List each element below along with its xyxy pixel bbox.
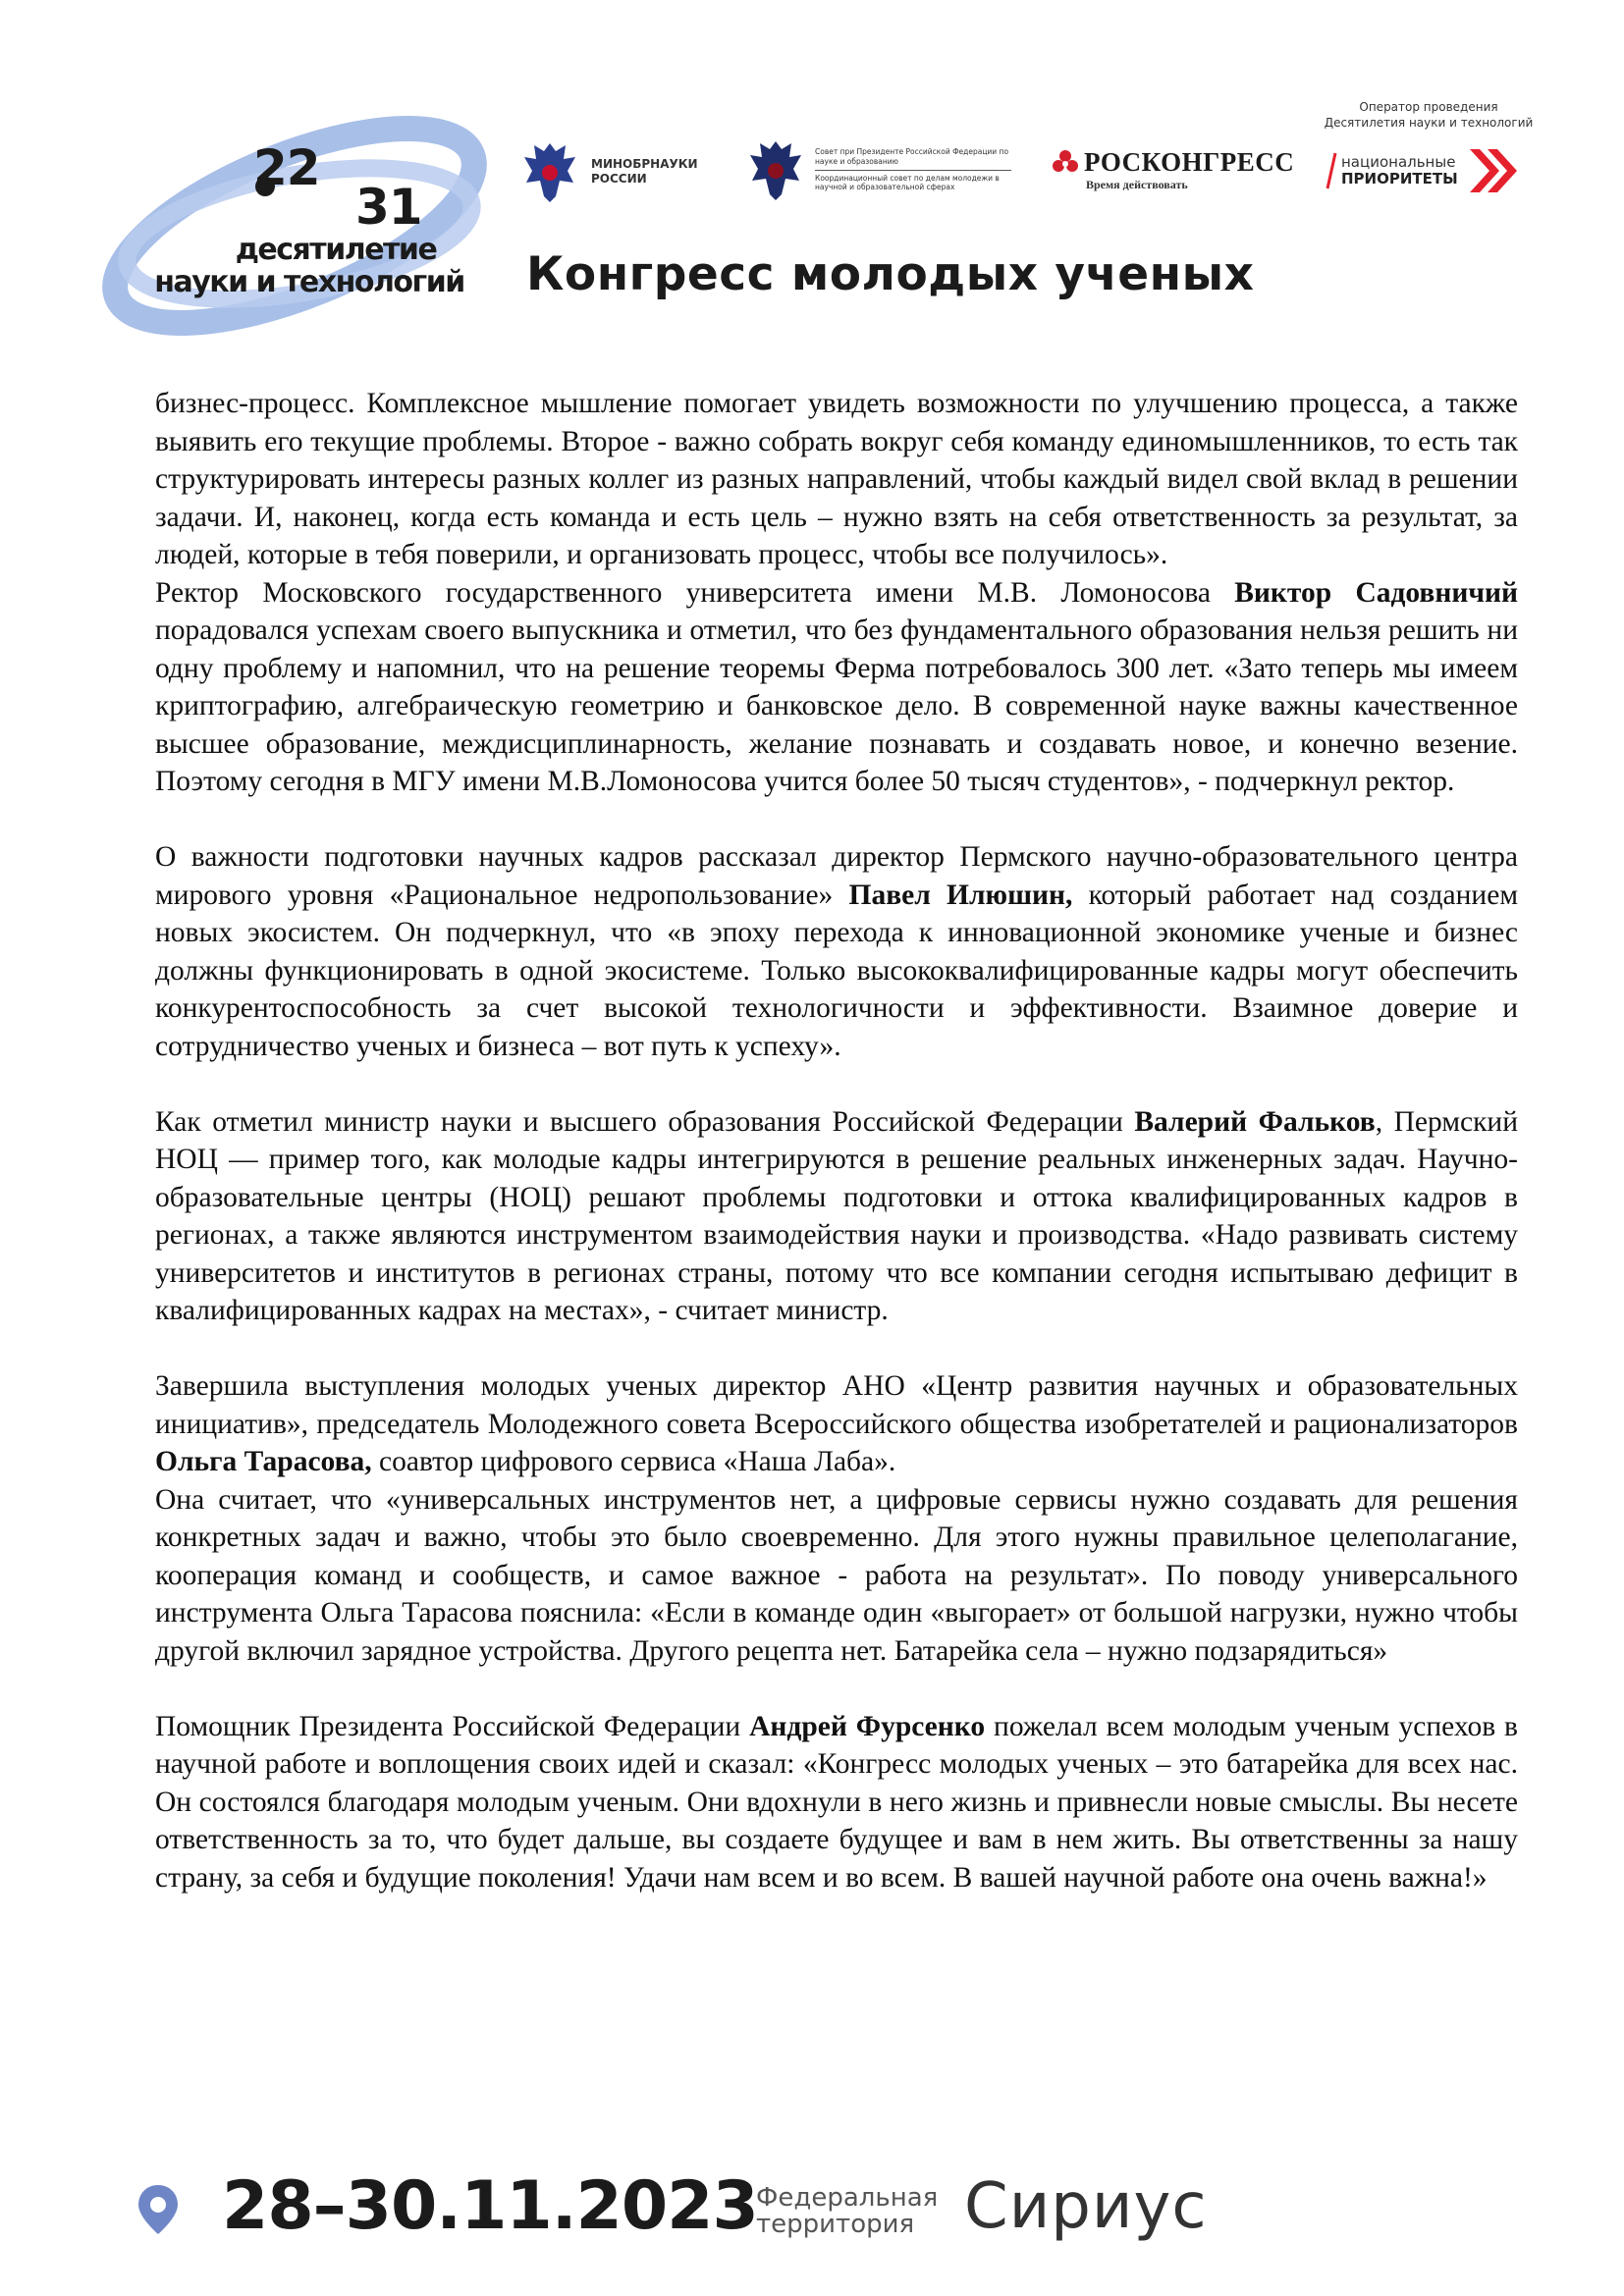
person-name-tarasova: Ольга Тарасова,	[155, 1446, 372, 1477]
orbit-rings-icon	[88, 86, 501, 371]
paragraph-3-text: О важности подготовки научных кадров рассказал директор Пермского научно-образовательного центра мирового уровня «Рациональное недропользование»	[155, 841, 1518, 911]
roscongress-logo	[1051, 147, 1294, 192]
operator-line-1: Оператор проведения	[1359, 100, 1498, 114]
location-pin-icon	[131, 2181, 186, 2236]
minobr-line-2: РОССИИ	[591, 172, 647, 186]
double-chevron-icon	[1466, 145, 1521, 196]
paragraph-4	[155, 1103, 1518, 1330]
person-name-fursenko: Андрей Фурсенко	[749, 1710, 986, 1742]
logo-text-decade: десятилетие	[235, 233, 437, 267]
roscongress-name: РОСКОНГРЕСС	[1084, 147, 1295, 177]
paragraph-4-text-cont: , Пермский НОЦ — пример того, как молодые кадры интегрируются в решение реальных инженерных задач. Научно-образовательные центры (НОЦ) решают проблемы подготовки и оттока квалифицированных кадров в регионах, а также являются инструментом взаимодействия науки и производства. «Надо развивать систему университетов и институтов в регионах страны, потому что все компании сегодня испытываю дефицит в квалифицированных кадрах на местах», - считает министр.	[155, 1105, 1518, 1326]
decade-of-science-logo	[88, 86, 501, 371]
paragraph-2-text-cont: порадовался успехам своего выпускника и отметил, что без фундаментального образования нельзя решить ни одну проблему и напомнил, что на решение теоремы Ферма потребовалось 300 лет. «Зато теперь мы имеем криптографию, алгебраическую геометрию и банковское дело. В современной науке важны качественное высшее образование, междисциплинарность, желание познавать и создавать новое, и конечно везение. Поэтому сегодня в МГУ имени М.В.Ломоносова учится более 50 тысяч студентов», - подчеркнул ректор.	[155, 614, 1518, 797]
national-priorities-logo	[1326, 145, 1521, 196]
minobr-line-1: МИНОБРНАУКИ	[591, 157, 698, 171]
paragraph-7	[155, 1708, 1518, 1897]
roscongress-slogan: Время действовать	[1086, 178, 1188, 191]
natproj-line-1: национальные	[1341, 152, 1456, 171]
logo-number-31: 31	[355, 179, 422, 236]
federal-territory-line-1: Федеральная	[756, 2183, 939, 2213]
paragraph-4-text: Как отметил министр науки и высшего образования Российской Федерации	[155, 1105, 1135, 1138]
person-name-ilyushin: Павел Илюшин,	[848, 879, 1073, 911]
page-header	[0, 0, 1624, 373]
congress-title: Конгресс молодых ученых	[526, 247, 1255, 301]
paragraph-6: Она считает, что «универсальных инструментов нет, а цифровые сервисы нужно создавать для решения конкретных задач и важно, чтобы это было своевременно. Для этого нужны правильное целеполагание, кооперация команд и сообществ, и самое важное - работа на результат». По поводу универсального инструмента Ольга Тарасова пояснила: «Если в команде один «выгорает» от большой нагрузки, нужно чтобы другой включил зарядное устройства. Другого рецепта нет. Батарейка села – нужно подзарядиться»	[155, 1483, 1518, 1667]
logo-number-22: 22	[253, 139, 320, 196]
federal-territory-line-2: территория	[756, 2210, 915, 2240]
natproj-line-2: ПРИОРИТЕТЫ	[1341, 170, 1458, 187]
paragraph-2-text: Ректор Московского государственного университета имени М.В. Ломоносова	[155, 576, 1235, 609]
paragraph-5-text: Завершила выступления молодых ученых директор АНО «Центр развития научных и образовательных инициатив», председатель Молодежного совета Всероссийского общества изобретателей и рационализаторов	[155, 1370, 1518, 1440]
operator-caption	[1306, 100, 1551, 131]
paragraph-7-text-cont: пожелал всем молодым ученым успехов в научной работе и воплощения своих идей и сказал: «Конгресс молодых ученых – это батарейка для всех нас. Он состоялся благодаря молодым ученым. Они вдохнули в него жизнь и привнесли новые смыслы. Вы несете ответственность за то, что будет дальше, вы создаете будущее и вам в нем жить. Вы ответственны за нашу страну, за себя и будущие поколения! Удачи нам всем и во всем. В вашей научной работе она очень важна!»	[155, 1710, 1518, 1894]
paragraph-2	[155, 574, 1518, 801]
federal-territory-label	[756, 2185, 938, 2239]
council-subtitle: Координационный совет по делам молодежи в научной и образовательной сферах	[815, 173, 1000, 192]
paragraph-7-text: Помощник Президента Российской Федерации	[155, 1710, 750, 1742]
council-title: Совет при Президенте Российской Федерации по науке и образованию	[815, 147, 1009, 166]
paragraph-3	[155, 838, 1518, 1065]
paragraph-1: бизнес-процесс. Комплексное мышление помогает увидеть возможности по улучшению процесса, а также выявить его текущие проблемы. Второе - важно собрать вокруг себя команду единомышленников, то есть так структурировать интересы разных коллег из разных направлений, чтобы каждый видел свой вклад в решении задачи. И, наконец, когда есть команда и есть цель – нужно взять на себя ответственность за результат, за людей, которые в тебя поверили, и организовать процесс, чтобы все получилось».	[155, 388, 1518, 570]
presidential-council-logo	[746, 137, 1011, 202]
paragraph-5	[155, 1367, 1518, 1481]
logo-text-science: науки и технологий	[154, 265, 464, 299]
eagle-emblem-icon	[746, 137, 805, 202]
red-bar-icon	[1326, 151, 1337, 190]
event-place: Сириус	[964, 2170, 1208, 2243]
minobrnauki-logo	[520, 139, 698, 204]
eagle-emblem-icon	[520, 139, 579, 204]
operator-line-2: Десятилетия науки и технологий	[1324, 115, 1534, 130]
page-footer	[0, 2160, 1624, 2258]
roscongress-flower-icon	[1051, 148, 1080, 178]
paragraph-5-text-cont: соавтор цифрового сервиса «Наша Лаба».	[371, 1446, 896, 1477]
event-dates: 28–30.11.2023	[222, 2167, 758, 2245]
article-body	[155, 385, 1518, 1896]
paragraph-3-text-cont: который работает над созданием новых экосистем. Он подчеркнул, что «в эпоху перехода к инновационной экономике ученые и бизнес должны функционировать в одной экосистеме. Только высококвалифицированные кадры могут обеспечить конкурентоспособность за счет высокой технологичности и эффективности. Взаимное доверие и сотрудничество ученых и бизнеса – вот путь к успеху».	[155, 879, 1518, 1062]
person-name-falkov: Валерий Фальков	[1134, 1105, 1376, 1138]
person-name-sadovnichy: Виктор Садовничий	[1234, 576, 1518, 609]
